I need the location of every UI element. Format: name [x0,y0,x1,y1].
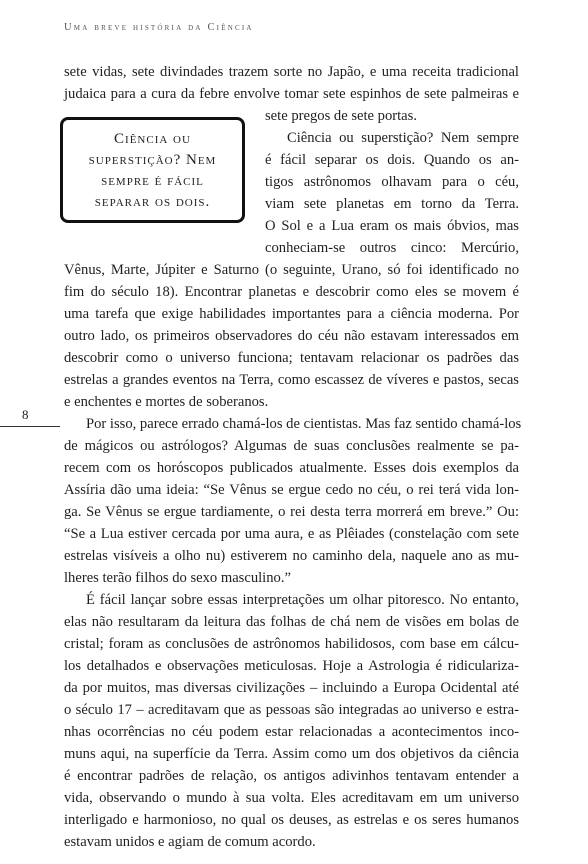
text-line: sete vidas, sete divindades trazem sorte no Japão, e uma receita tradicional [64,64,519,80]
text-line: O Sol e a Lua eram os mais óbvios, mas [265,218,519,234]
text-line: estrelas a grandes eventos na Terra, como escassez de víveres e pastos, secas [64,372,519,388]
text-line: Vênus, Marte, Júpiter e Saturno (o seguinte, Urano, só foi identificado no [64,262,519,278]
text-line: da por muitos, mas diversas civilizações – incluindo a Europa Ocidental até [64,680,519,696]
text-line: los detalhados e observações meticulosas. Hoje a Astrologia é ridiculariza- [64,658,519,674]
text-line: Por isso, parece errado chamá-los de cientistas. Mas faz sentido chamá-los [86,416,522,432]
text-line: ga. Se Vênus se ergue tardiamente, o rei desta terra morrerá em breve.” Ou: [64,504,519,520]
page-number: 8 [22,407,29,422]
text-line: “Se a Lua estiver cercada por uma aura, e as Plêiades (constelação com sete [64,526,519,542]
pull-quote-line: separar os dois. [94,194,211,210]
text-line: de mágicos ou astrólogos? Algumas de suas conclusões realmente se pa- [64,438,519,454]
text-line: interligado e harmonioso, no qual os deuses, as estrelas e os seres humanos [64,812,519,828]
text-line: judaica para a cura da febre envolve tomar sete espinhos de sete palmeiras e [64,86,519,102]
text-line: recem com os horóscopos publicados atualmente. Esses dois exemplos da [64,460,519,476]
text-line: É fácil lançar sobre essas interpretações um olhar pitoresco. No entanto, [86,592,519,608]
pull-quote-box [60,117,245,223]
text-line: Ciência ou superstição? Nem sempre [287,130,519,146]
text-line: é encontrar padrões de relação, os antigos adivinhos tentavam entender a [64,768,519,784]
pull-quote-line: superstição? Nem [88,152,217,168]
text-line: o século 17 – acreditavam que as pessoas são integradas ao universo e estra- [64,702,519,718]
text-line: e enchentes e mortes de soberanos. [64,394,269,410]
pull-quote-line: sempre é fácil [101,173,204,189]
text-line: tigos astrônomos olhavam para o céu, [265,174,519,190]
text-line: descobrir como o universo funciona; tentavam relacionar os padrões das [64,350,519,366]
page-number-rule [0,426,60,427]
text-line: nhas ocorrências no céu podem estar relacionadas a acontecimentos inco- [64,724,519,740]
text-line: fim do século 18). Encontrar planetas e descobrir como eles se movem é [64,284,519,300]
text-line: é fácil separar os dois. Quando os an- [265,152,519,168]
text-line: uma tarefa que exige habilidades importantes para a ciência moderna. Por [64,306,519,322]
text-line: outro lado, os primeiros observadores do céu não estavam interessados em [64,328,519,344]
text-line: Assíria dão uma ideia: “Se Vênus se ergue cedo no céu, o rei terá vida lon- [64,482,519,498]
text-line: estavam unidos e agiam de comum acordo. [64,834,316,850]
text-line: estrelas visíveis a olho nu) estiverem no caminho dela, naquele ano as mu- [64,548,519,564]
text-line: muns aqui, na superfície da Terra. Assim como um dos objetivos da ciência [64,746,519,762]
pull-quote-line: Ciência ou [114,131,191,147]
text-line: conheciam-se outros cinco: Mercúrio, [265,240,519,256]
running-header: Uma breve história da Ciência [64,22,254,33]
text-line: sete pregos de sete portas. [265,108,417,124]
text-line: cristal; foram as conclusões de astrônomos habilidosos, com base em cálcu- [64,636,519,652]
text-line: lheres terão filhos do sexo masculino.” [64,570,291,586]
text-line: vida, observando o mundo à sua volta. Eles acreditavam em um universo [64,790,519,806]
text-line: elas não resultaram da leitura das folhas de chá nem de visões em bolas de [64,614,519,630]
text-line: viam sete planetas em torno da Terra. [265,196,519,212]
